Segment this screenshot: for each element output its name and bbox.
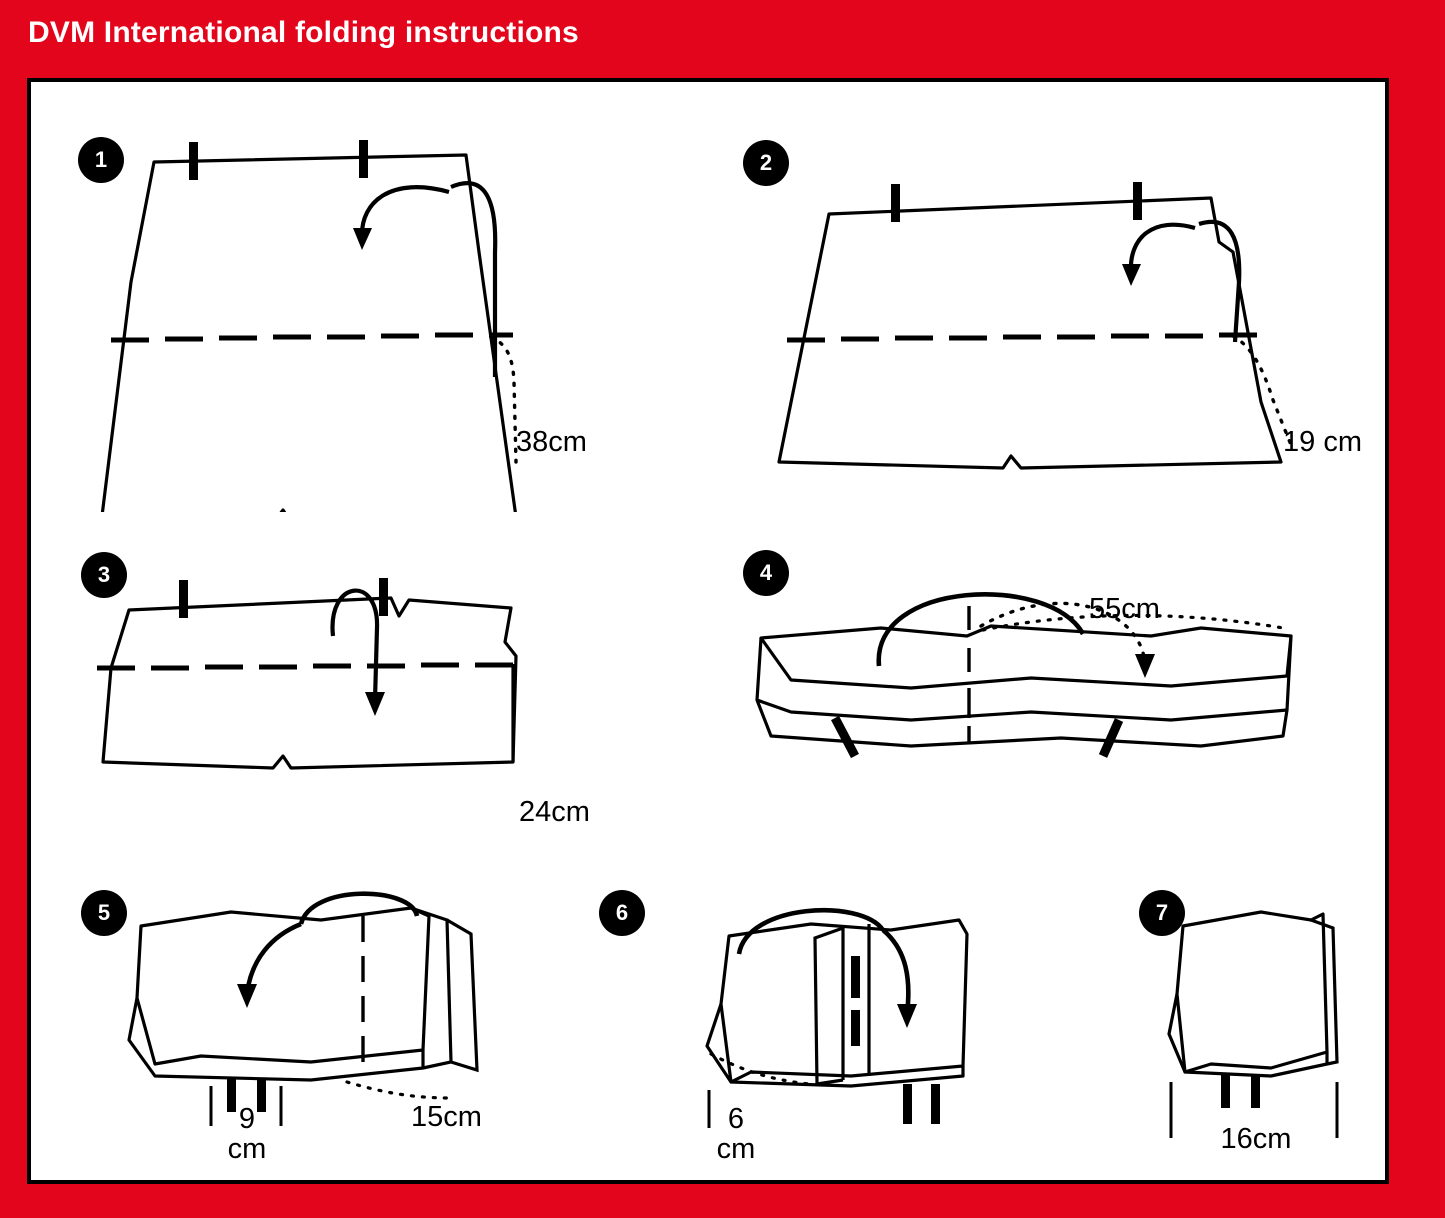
step-3-badge: 3 (81, 552, 127, 598)
step-2-dimension: 19 cm (1283, 426, 1362, 458)
step-5-dimension: 15cm (411, 1101, 482, 1133)
step-2 (691, 82, 1389, 502)
step-6-dimension: 6 cm (716, 1103, 756, 1166)
step-1-dimension: 38cm (516, 426, 587, 458)
step-5 (31, 842, 551, 1182)
step-5-dimension-secondary: 9 cm (227, 1103, 267, 1166)
step-3-figure (61, 572, 581, 822)
step-7 (1051, 842, 1389, 1182)
step-4-figure (731, 570, 1351, 820)
step-2-figure (721, 132, 1341, 512)
step-1-badge: 1 (78, 137, 124, 183)
page-title: DVM International folding instructions (28, 16, 579, 49)
step-7-badge: 7 (1139, 890, 1185, 936)
instructions-panel (27, 78, 1389, 1184)
step-7-dimension: 16cm (1220, 1123, 1292, 1155)
step-4-badge: 4 (743, 550, 789, 596)
step-1 (31, 82, 591, 502)
step-3-dimension: 24cm (519, 796, 590, 828)
step-3 (31, 492, 631, 828)
step-2-badge: 2 (743, 140, 789, 186)
step-5-badge: 5 (81, 890, 127, 936)
step-4-dimension: 55cm (1089, 593, 1160, 625)
step-4 (691, 492, 1389, 822)
step-6 (551, 842, 1051, 1182)
step-6-badge: 6 (599, 890, 645, 936)
step-1-figure (61, 132, 581, 512)
